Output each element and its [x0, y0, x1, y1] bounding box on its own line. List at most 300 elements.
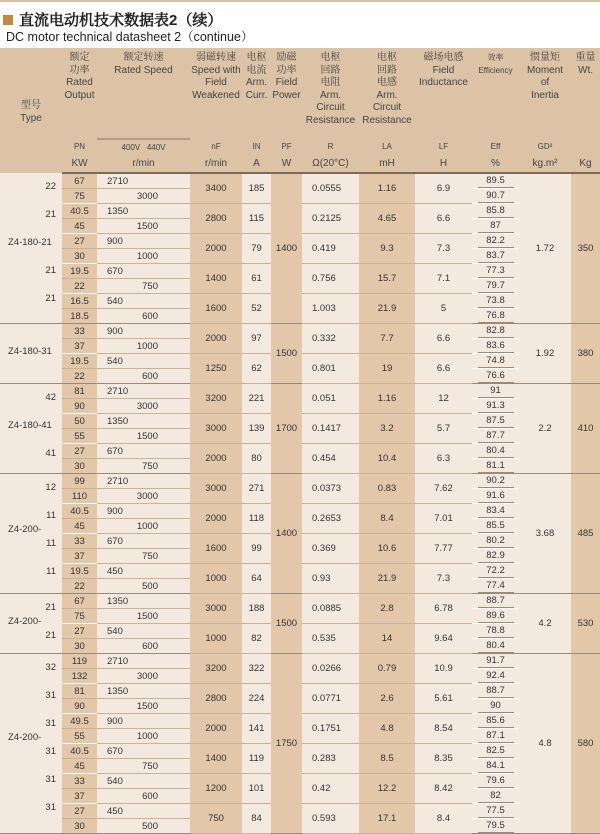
efficiency — [472, 609, 519, 624]
field-weakened-speed: 1600 — [190, 294, 242, 324]
armature-resistance: 0.593 — [302, 804, 359, 834]
efficiency-value: 83.4 — [478, 505, 514, 518]
type-suffix: 31 — [45, 718, 56, 729]
unit-wt: Kg — [571, 156, 600, 173]
rated-output: 119 — [62, 654, 97, 669]
armature-current: 185 — [242, 173, 271, 204]
rated-output: 37 — [62, 789, 97, 804]
header-wt: 重量 Wt. — [571, 48, 600, 139]
header-inertia: 惯量矩 Moment of Inertia — [519, 48, 571, 139]
rated-output: 27 — [62, 624, 97, 639]
speed-440v: 750 — [97, 279, 190, 294]
efficiency-value: 80.4 — [478, 445, 514, 458]
efficiency-value: 80.4 — [478, 640, 514, 653]
speed-440v: 1000 — [97, 519, 190, 534]
armature-current: 97 — [242, 324, 271, 354]
rated-output: 37 — [62, 339, 97, 354]
speed-440v: 500 — [97, 579, 190, 594]
table-row — [0, 654, 600, 669]
efficiency-value: 82.9 — [478, 550, 514, 563]
type-suffix: 31 — [45, 802, 56, 813]
rated-output: 30 — [62, 639, 97, 654]
armature-resistance: 0.93 — [302, 564, 359, 594]
field-weakened-speed: 2800 — [190, 204, 242, 234]
armature-inductance: 4.8 — [359, 714, 415, 744]
field-power: 1500 — [271, 594, 302, 654]
armature-resistance: 0.42 — [302, 774, 359, 804]
efficiency-value: 85.6 — [478, 715, 514, 728]
sym-find: LF — [415, 139, 472, 156]
efficiency-value: 91.7 — [478, 655, 514, 668]
field-weakened-speed: 1400 — [190, 744, 242, 774]
efficiency-value: 76.6 — [478, 370, 514, 383]
sym-output: PN — [62, 139, 97, 156]
speed-440v: 750 — [97, 759, 190, 774]
unit-curr: A — [242, 156, 271, 173]
efficiency — [472, 414, 519, 429]
table-row — [0, 594, 600, 609]
sym-440v: 440V — [146, 142, 166, 152]
header-speed: 额定转速 Rated Speed — [97, 48, 190, 139]
field-inductance: 10.9 — [415, 654, 472, 684]
efficiency — [472, 654, 519, 669]
armature-current: 79 — [242, 234, 271, 264]
type-suffix: 11 — [46, 510, 56, 521]
efficiency-value: 74.8 — [478, 355, 514, 368]
efficiency-value: 79.6 — [478, 775, 514, 788]
field-power: 1750 — [271, 654, 302, 834]
efficiency-value: 83.6 — [478, 340, 514, 353]
armature-current: 64 — [242, 564, 271, 594]
rated-output: 37 — [62, 549, 97, 564]
unit-weak: r/min — [190, 156, 242, 173]
armature-resistance: 0.0266 — [302, 654, 359, 684]
rated-output: 67 — [62, 173, 97, 189]
moment-of-inertia: 2.2 — [519, 384, 571, 474]
armature-inductance: 1.16 — [359, 173, 415, 204]
field-weakened-speed: 1600 — [190, 534, 242, 564]
field-weakened-speed: 1200 — [190, 774, 242, 804]
armature-current: 119 — [242, 744, 271, 774]
efficiency — [472, 489, 519, 504]
type-suffix: 11 — [46, 566, 56, 577]
efficiency-value: 87.7 — [478, 430, 514, 443]
armature-resistance: 0.1417 — [302, 414, 359, 444]
speed-400v: 1350 — [97, 594, 190, 609]
field-weakened-speed: 3000 — [190, 474, 242, 504]
rated-output: 22 — [62, 579, 97, 594]
field-inductance: 8.42 — [415, 774, 472, 804]
armature-resistance: 0.801 — [302, 354, 359, 384]
field-weakened-speed: 3400 — [190, 173, 242, 204]
speed-400v: 540 — [97, 624, 190, 639]
speed-440v: 1500 — [97, 609, 190, 624]
efficiency-value: 92.4 — [478, 670, 514, 683]
speed-440v: 3000 — [97, 489, 190, 504]
efficiency — [472, 459, 519, 474]
speed-400v: 540 — [97, 774, 190, 789]
efficiency-value: 73.8 — [478, 295, 514, 308]
page-subtitle: DC motor technical datasheet 2（continue） — [6, 30, 254, 44]
sym-inertia: GD² — [519, 139, 571, 156]
type-cell — [0, 384, 62, 474]
efficiency-value: 90.2 — [478, 475, 514, 488]
speed-400v: 450 — [97, 804, 190, 819]
speed-400v: 900 — [97, 324, 190, 339]
weight: 530 — [571, 594, 600, 654]
motor-type: Z4-180-21 — [8, 237, 52, 248]
motor-type: Z4-180-41 — [8, 420, 52, 431]
speed-440v: 1500 — [97, 219, 190, 234]
efficiency-value: 91 — [478, 385, 514, 398]
sym-ind: LA — [359, 139, 415, 156]
armature-inductance: 8.4 — [359, 504, 415, 534]
efficiency — [472, 173, 519, 189]
efficiency — [472, 759, 519, 774]
efficiency-value: 87.5 — [478, 415, 514, 428]
armature-resistance: 0.419 — [302, 234, 359, 264]
efficiency-value: 82.5 — [478, 745, 514, 758]
type-suffix: 21 — [45, 602, 56, 613]
type-suffix: 21 — [45, 293, 56, 304]
field-inductance: 9.64 — [415, 624, 472, 654]
armature-inductance: 21.9 — [359, 564, 415, 594]
efficiency-value: 90.7 — [478, 190, 514, 203]
efficiency-value: 82 — [478, 790, 514, 803]
rated-output: 27 — [62, 444, 97, 459]
efficiency-value: 76.8 — [478, 310, 514, 323]
rated-output: 75 — [62, 189, 97, 204]
speed-400v: 2710 — [97, 384, 190, 399]
efficiency — [472, 729, 519, 744]
motor-type: Z4-200- — [8, 732, 42, 743]
efficiency — [472, 324, 519, 339]
efficiency — [472, 534, 519, 549]
armature-current: 322 — [242, 654, 271, 684]
type-suffix: 21 — [45, 630, 56, 641]
field-power: 1500 — [271, 324, 302, 384]
motor-type: Z4-200- — [8, 616, 42, 627]
field-weakened-speed: 3000 — [190, 414, 242, 444]
field-inductance: 7.3 — [415, 564, 472, 594]
efficiency-value: 79.5 — [478, 820, 514, 833]
unit-ind: mH — [359, 156, 415, 173]
sym-curr: IN — [242, 139, 271, 156]
rated-output: 67 — [62, 594, 97, 609]
efficiency — [472, 354, 519, 369]
efficiency — [472, 249, 519, 264]
efficiency — [472, 699, 519, 714]
armature-inductance: 7.7 — [359, 324, 415, 354]
efficiency — [472, 594, 519, 609]
type-suffix: 22 — [45, 181, 56, 192]
efficiency — [472, 429, 519, 444]
armature-current: 84 — [242, 804, 271, 834]
rated-output: 40.5 — [62, 744, 97, 759]
efficiency-value: 91.3 — [478, 400, 514, 413]
efficiency — [472, 684, 519, 699]
speed-440v: 3000 — [97, 669, 190, 684]
header-fpow: 励磁 功率 Field Power — [271, 48, 302, 139]
armature-inductance: 1.16 — [359, 384, 415, 414]
rated-output: 45 — [62, 519, 97, 534]
sym-wt — [571, 139, 600, 156]
speed-400v: 2710 — [97, 474, 190, 489]
speed-400v: 1350 — [97, 414, 190, 429]
armature-current: 271 — [242, 474, 271, 504]
sym-speed — [97, 139, 190, 156]
motor-type: Z4-180-31 — [8, 346, 52, 357]
efficiency — [472, 399, 519, 414]
efficiency — [472, 234, 519, 249]
speed-440v: 1000 — [97, 339, 190, 354]
speed-440v: 1500 — [97, 699, 190, 714]
rated-output: 27 — [62, 804, 97, 819]
field-inductance: 7.3 — [415, 234, 472, 264]
armature-resistance: 0.283 — [302, 744, 359, 774]
field-inductance: 5 — [415, 294, 472, 324]
speed-440v: 600 — [97, 369, 190, 384]
speed-400v: 540 — [97, 294, 190, 309]
armature-inductance: 0.79 — [359, 654, 415, 684]
type-suffix: 21 — [45, 209, 56, 220]
type-cell — [0, 173, 62, 324]
table-row — [0, 324, 600, 339]
efficiency — [472, 774, 519, 789]
field-weakened-speed: 2000 — [190, 234, 242, 264]
field-inductance: 6.6 — [415, 354, 472, 384]
efficiency-value: 84.1 — [478, 760, 514, 773]
weight: 380 — [571, 324, 600, 384]
armature-resistance: 0.051 — [302, 384, 359, 414]
armature-current: 82 — [242, 624, 271, 654]
header-output: 额定 功率 Rated Output — [62, 48, 97, 139]
armature-current: 101 — [242, 774, 271, 804]
moment-of-inertia: 1.92 — [519, 324, 571, 384]
rated-output: 45 — [62, 759, 97, 774]
speed-400v: 670 — [97, 264, 190, 279]
efficiency-value: 89.6 — [478, 610, 514, 623]
rated-output: 90 — [62, 399, 97, 414]
rated-output: 22 — [62, 279, 97, 294]
field-inductance: 12 — [415, 384, 472, 414]
efficiency — [472, 474, 519, 489]
header-eff: 效率 Efficiency — [472, 48, 519, 139]
header-res: 电枢 回路 电阻 Arm. Circuit Resistance — [302, 48, 359, 139]
table-row — [0, 384, 600, 399]
weight: 580 — [571, 654, 600, 834]
efficiency-value: 88.7 — [478, 595, 514, 608]
efficiency — [472, 189, 519, 204]
field-inductance: 6.78 — [415, 594, 472, 624]
field-inductance: 6.6 — [415, 324, 472, 354]
armature-inductance: 21.9 — [359, 294, 415, 324]
field-inductance: 8.35 — [415, 744, 472, 774]
type-suffix: 31 — [45, 690, 56, 701]
speed-400v: 670 — [97, 744, 190, 759]
efficiency-value: 88.7 — [478, 685, 514, 698]
field-inductance: 7.77 — [415, 534, 472, 564]
efficiency-value: 82.8 — [478, 325, 514, 338]
efficiency-value: 81.1 — [478, 460, 514, 473]
rated-output: 75 — [62, 609, 97, 624]
sym-res: R — [302, 139, 359, 156]
field-inductance: 6.9 — [415, 173, 472, 204]
efficiency — [472, 294, 519, 309]
field-weakened-speed: 2000 — [190, 714, 242, 744]
armature-resistance: 0.332 — [302, 324, 359, 354]
type-suffix: 11 — [46, 538, 56, 549]
armature-current: 118 — [242, 504, 271, 534]
header-curr: 电枢 电流 Arm. Curr. — [242, 48, 271, 139]
field-weakened-speed: 1250 — [190, 354, 242, 384]
rated-output: 99 — [62, 474, 97, 489]
efficiency-value: 72.2 — [478, 565, 514, 578]
armature-current: 99 — [242, 534, 271, 564]
field-weakened-speed: 1400 — [190, 264, 242, 294]
speed-440v: 1000 — [97, 729, 190, 744]
rated-output: 19.5 — [62, 354, 97, 369]
armature-current: 61 — [242, 264, 271, 294]
sym-eff: Eff — [472, 139, 519, 156]
moment-of-inertia: 1.72 — [519, 173, 571, 324]
field-inductance: 5.61 — [415, 684, 472, 714]
armature-current: 62 — [242, 354, 271, 384]
type-cell — [0, 654, 62, 834]
field-weakened-speed: 3200 — [190, 384, 242, 414]
field-inductance: 8.4 — [415, 804, 472, 834]
rated-output: 49.5 — [62, 714, 97, 729]
type-suffix: 12 — [45, 482, 56, 493]
type-suffix: 32 — [45, 662, 56, 673]
efficiency-value: 82.2 — [478, 235, 514, 248]
armature-inductance: 0.83 — [359, 474, 415, 504]
speed-440v: 500 — [97, 819, 190, 834]
rated-output: 110 — [62, 489, 97, 504]
efficiency-value: 89.5 — [478, 175, 514, 188]
armature-resistance: 0.369 — [302, 534, 359, 564]
sym-fpow: PF — [271, 139, 302, 156]
rated-output: 33 — [62, 534, 97, 549]
moment-of-inertia: 3.68 — [519, 474, 571, 594]
field-weakened-speed: 2000 — [190, 504, 242, 534]
armature-inductance: 9.3 — [359, 234, 415, 264]
efficiency — [472, 444, 519, 459]
type-suffix: 31 — [45, 774, 56, 785]
efficiency — [472, 669, 519, 684]
rated-output: 33 — [62, 324, 97, 339]
table-row — [0, 173, 600, 189]
rated-output: 16.5 — [62, 294, 97, 309]
speed-440v: 750 — [97, 549, 190, 564]
armature-current: 224 — [242, 684, 271, 714]
efficiency — [472, 549, 519, 564]
efficiency — [472, 264, 519, 279]
speed-440v: 3000 — [97, 399, 190, 414]
header-weak: 弱磁转速 Speed with Field Weakened — [190, 48, 242, 139]
unit-res: Ω(20°C) — [302, 156, 359, 173]
speed-400v: 670 — [97, 444, 190, 459]
armature-inductance: 19 — [359, 354, 415, 384]
unit-fpow: W — [271, 156, 302, 173]
field-inductance: 6.6 — [415, 204, 472, 234]
rated-output: 132 — [62, 669, 97, 684]
efficiency — [472, 219, 519, 234]
speed-400v: 2710 — [97, 173, 190, 189]
armature-resistance: 0.1751 — [302, 714, 359, 744]
title-square-icon — [3, 15, 13, 25]
efficiency-value: 91.6 — [478, 490, 514, 503]
armature-resistance: 0.454 — [302, 444, 359, 474]
field-power: 1700 — [271, 384, 302, 474]
rated-output: 27 — [62, 234, 97, 249]
armature-resistance: 0.0885 — [302, 594, 359, 624]
field-weakened-speed: 1000 — [190, 624, 242, 654]
armature-inductance: 12.2 — [359, 774, 415, 804]
efficiency — [472, 714, 519, 729]
rated-output: 81 — [62, 684, 97, 699]
speed-400v: 900 — [97, 504, 190, 519]
efficiency — [472, 204, 519, 219]
efficiency — [472, 579, 519, 594]
type-cell — [0, 324, 62, 384]
type-suffix: 21 — [45, 265, 56, 276]
efficiency — [472, 309, 519, 324]
rated-output: 33 — [62, 774, 97, 789]
table-body — [0, 173, 600, 834]
efficiency-value: 79.7 — [478, 280, 514, 293]
armature-inductance: 2.8 — [359, 594, 415, 624]
speed-440v: 1000 — [97, 249, 190, 264]
speed-400v: 1350 — [97, 204, 190, 219]
field-inductance: 7.62 — [415, 474, 472, 504]
rated-output: 40.5 — [62, 204, 97, 219]
armature-resistance: 0.0373 — [302, 474, 359, 504]
weight: 350 — [571, 173, 600, 324]
weight: 485 — [571, 474, 600, 594]
type-cell — [0, 594, 62, 654]
efficiency-value: 87.1 — [478, 730, 514, 743]
efficiency — [472, 384, 519, 399]
speed-440v: 750 — [97, 459, 190, 474]
field-weakened-speed: 3000 — [190, 594, 242, 624]
armature-inductance: 4.65 — [359, 204, 415, 234]
efficiency — [472, 519, 519, 534]
rated-output: 81 — [62, 384, 97, 399]
efficiency — [472, 744, 519, 759]
speed-400v: 2710 — [97, 654, 190, 669]
field-weakened-speed: 1000 — [190, 564, 242, 594]
rated-output: 22 — [62, 369, 97, 384]
armature-resistance: 0.0771 — [302, 684, 359, 714]
armature-resistance: 0.2125 — [302, 204, 359, 234]
field-weakened-speed: 3200 — [190, 654, 242, 684]
efficiency-value: 77.5 — [478, 805, 514, 818]
field-inductance: 7.01 — [415, 504, 472, 534]
armature-current: 52 — [242, 294, 271, 324]
header-ind: 电枢 回路 电感 Arm. Circuit Resistance — [359, 48, 415, 139]
unit-inertia: kg.m² — [519, 156, 571, 173]
rated-output: 18.5 — [62, 309, 97, 324]
rated-output: 19.5 — [62, 564, 97, 579]
unit-find: H — [415, 156, 472, 173]
field-weakened-speed: 750 — [190, 804, 242, 834]
efficiency — [472, 624, 519, 639]
armature-current: 221 — [242, 384, 271, 414]
efficiency — [472, 819, 519, 834]
field-weakened-speed: 2000 — [190, 324, 242, 354]
rated-output: 19.5 — [62, 264, 97, 279]
